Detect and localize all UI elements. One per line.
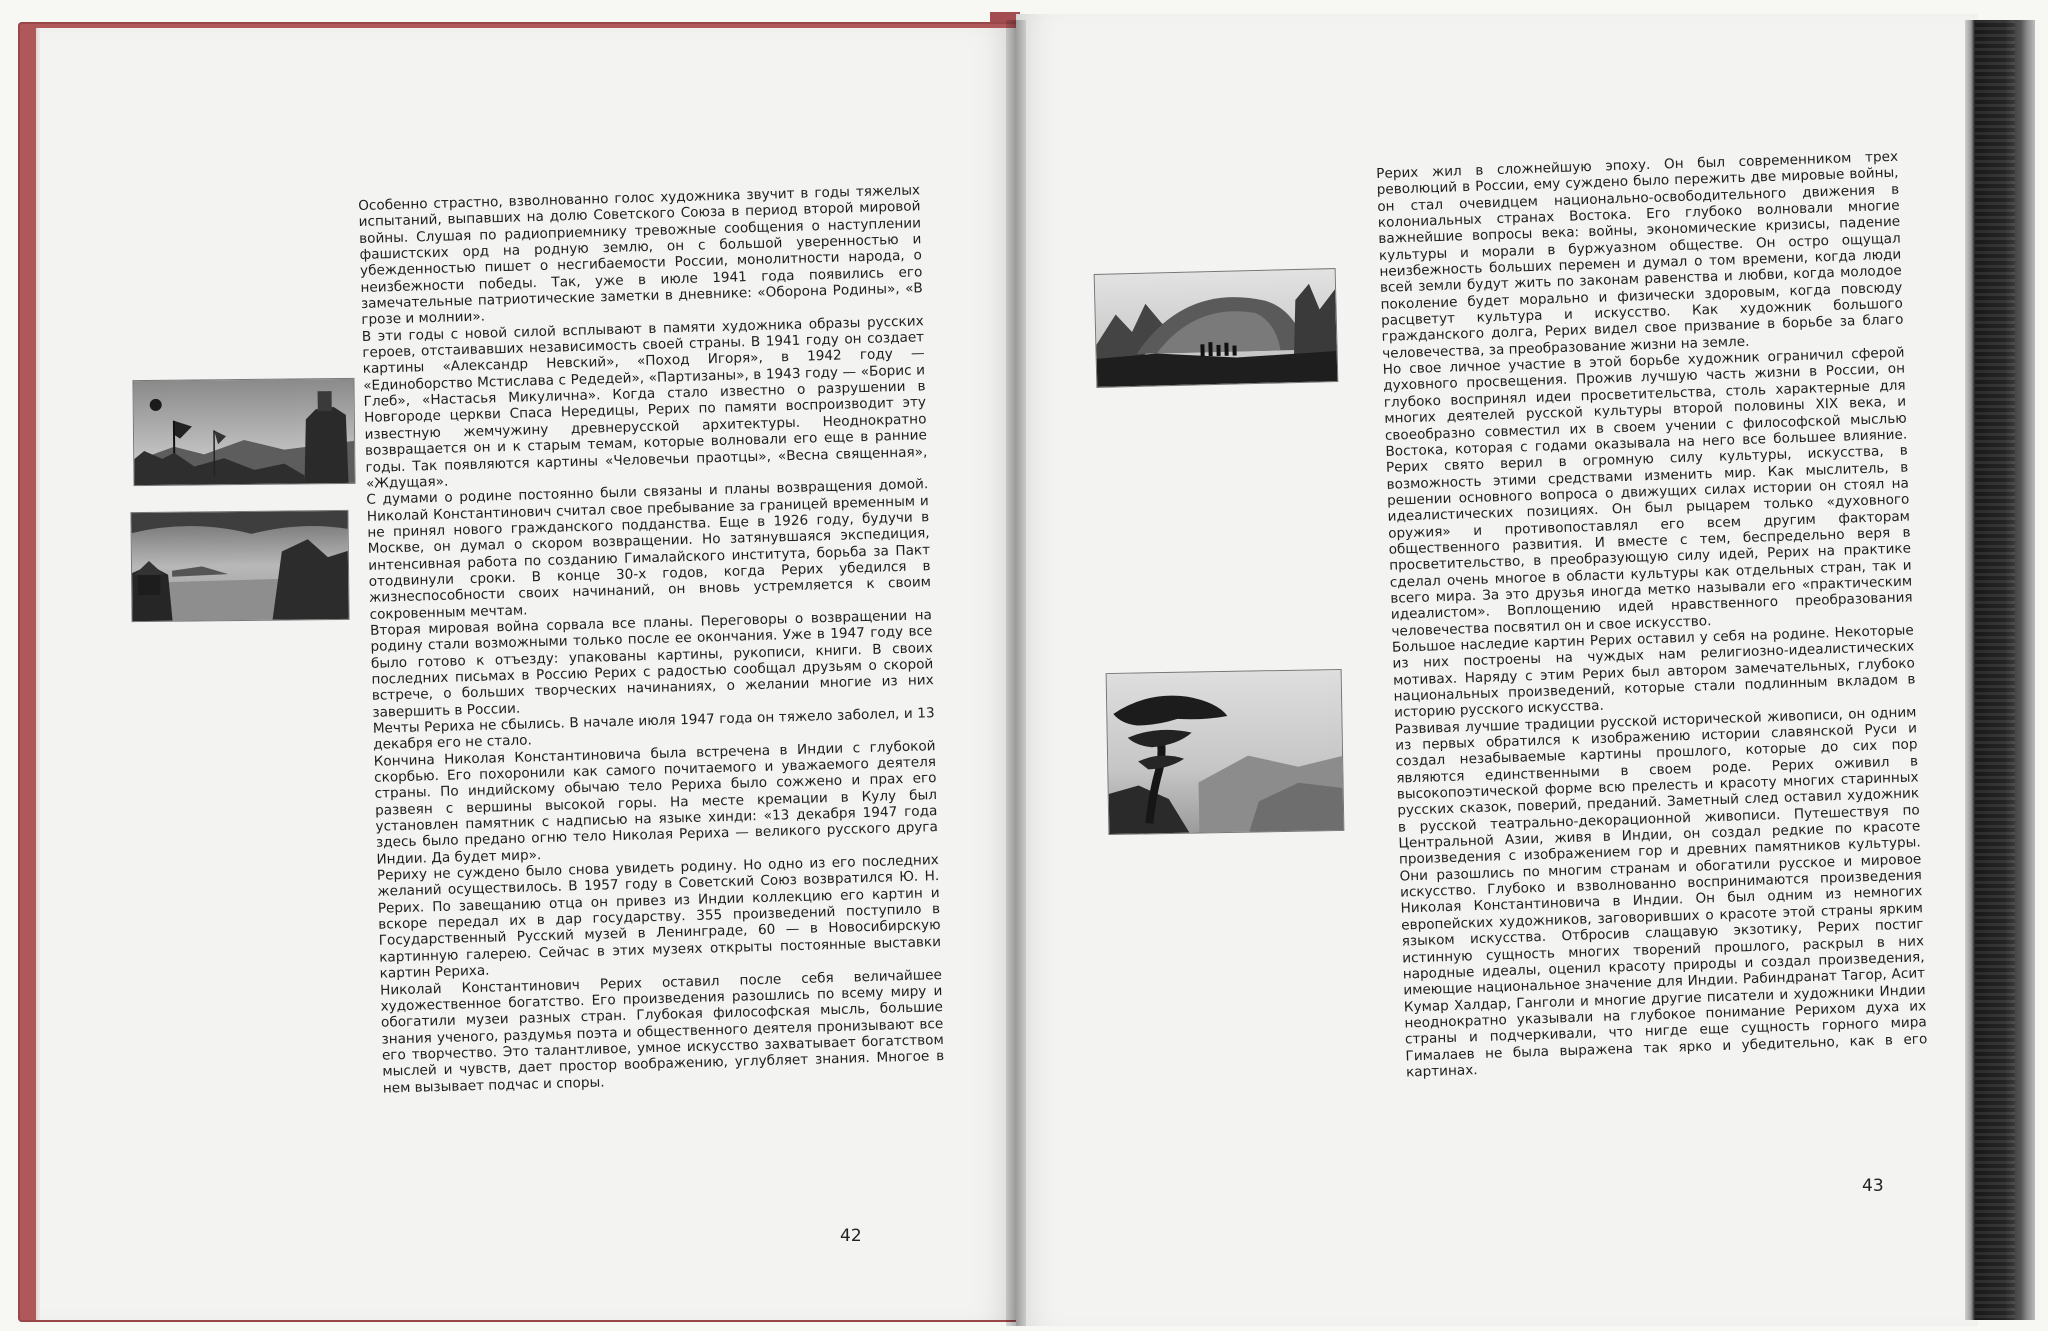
- book-gutter: [1006, 20, 1026, 1326]
- page-number-right: 43: [1862, 1176, 1884, 1196]
- left-page-body-text: Особенно страстно, взволнованно голос художника звучит в годы тяжелых испытаний, выпавших на долю Советского Союза в период второй мировой войны. Слушая по радиоприемнику тревожные сообщения о наступлении фашистских орд на родную землю, он с большой уверенностью и убежденностью пишет о несгибаемости России, монолитности народа, о неизбежности победы. Так, уже в июле 1941 года появились его замечательные патриотические заметки в дневнике: «Оборона Родины», «В грозе и молнии». В эти годы с новой силой всплывают в памяти художника образы русских героев, отстаивавших независимость своей страны. В 1941 году он создает картины «Александр Невский», «Поход Игоря», в 1942 году — «Единоборство Мстислава с Редедей», «Партизаны», в 1943 году — «Борис и Глеб», «Настасья Микулична». Когда стало известно о разрушении в Новгороде церкви Спаса Нередицы, Рерих по памяти воспроизводит эту известную жемчужину древнерусской архитектуры. Неоднократно возвращается он и к старым темам, которые волновали его еще в ранние годы. Так появляются картины «Человечьи праотцы», «Весна священная», «Ждущая». С думами о родине постоянно были связаны и планы возвращения домой. Николай Константинович считал свое пребывание за границей временным и не принял нового гражданского подданства. Еще в 1926 году, будучи в Москве, он думал о скором возвращении. Но затянувшаяся экспедиция, интенсивная работа по созданию Гималайского института, борьба за Пакт отодвинули сроки. В конце 30-х годов, когда Рерих убедился в жизнеспособности своих начинаний, он вновь устремляется к своим сокровенным мечтам. Вторая мировая война сорвала все планы. Переговоры о возвращении на родину стали возможными только после ее окончания. Уже в 1947 году все было готово к отъезду: упакованы картины, рукописи, книги. В своих последних письмах в Россию Рерих с радостью сообщал друзьям о скорой встрече, о больших творческих начинаниях, о желании многие из них завершить в России. Мечты Рериха не сбылись. В начале июля 1947 года он тяжело заболел, и 13 декабря его не стало. Кончина Николая Константиновича была встречена в Индии с глубокой скорбью. Его похоронили как самого почитаемого и уважаемого деятеля страны. По индийскому обычаю тело Рериха было сожжено и прах его развеян с вершины высокой горы. На месте кремации в Кулу был установлен памятник с надписью на языке хинди: «13 декабря 1947 года здесь было предано огню тело Николая Рериха — великого русского друга Индии. Да будет мир». Рериху не суждено было снова увидеть родину. Но одно из его последних желаний осуществилось. В 1957 году в Советский Союз возвратился Ю. Н. Рерих. По завещанию отца он привез из Индии коллекцию его картин и вскоре передал их в дар государству. 355 произведений поступило в Государственный Русский музей в Ленинграде, 60 — в Новосибирскую картинную галерею. Сейчас в этих музеях открыты постоянные выставки картин Рериха. Николай Константинович Рерих оставил после себя величайшее художественное богатство. Его произведения разошлись по всему миру и обогатили музеи разных стран. Глубокая философская мысль, большие знания ученого, раздумья поэта и общественного деятеля пронизывают все его творчество. Это талантливое, умное искусство захватывает богатством мыслей и чувств, дает простор воображению, углубляет знания. Многое в нем вызывает подчас и споры.: [358, 182, 945, 1097]
- page-edge-stack: [1965, 20, 2035, 1320]
- illustration-lone-pine-art: [1107, 670, 1344, 834]
- illustration-battle-banners: [133, 379, 354, 485]
- illustration-mountain-gathering-art: [1095, 269, 1338, 387]
- illustration-mountain-gathering: [1095, 269, 1338, 387]
- illustration-hut-by-lake-art: [131, 511, 348, 621]
- right-page-body-text: Рерих жил в сложнейшую эпоху. Он был современником трех революций в России, ему суждено было пережить две мировые войны, он стал очевидцем национально-освободительного движения в колониальных странах Востока. Его глубоко волновали многие важнейшие вопросы века: войны, экономические кризисы, падение культуры и морали в буржуазном обществе. Он остро ощущал неизбежность больших перемен и думал о том времени, когда люди всей земли будут жить по законам равенства и любви, когда молодое поколение будет морально и физически здоровым, когда повсюду расцветут культура и искусство. Как художник большого гражданского долга, Рерих видел свое призвание в борьбе за благо человечества, за преобразование жизни на земле. Но свое личное участие в этой борьбе художник ограничил сферой духовного просвещения. Прожив лучшую часть жизни в России, он глубоко воспринял идеи просветительства, столь характерные для многих деятелей русской культуры второй половины XIX века, и своеобразно совместил их в своем учении с философской мыслью Востока, которая с годами оказывала на него все большее влияние. Рерих свято верил в огромную силу культуры, искусства, в возможность этими средствами изменить мир. Как мыслитель, в решении основного вопроса о движущих силах истории он стоял на идеалистических позициях. Он был рыцарем только «духовного оружия» и противопоставлял его всем другим факторам общественного развития. И вместе с тем, беспредельно веря в просветительство, в преобразующую силу идей, Рерих на практике сделал очень многое в области культуры как отдельных стран, так и всего мира. За это друзья иногда метко называли его «практическим идеалистом». Воплощению идей нравственного преобразования человечества посвятил он и свое искусство. Большое наследие картин Рерих оставил у себя на родине. Некоторые из них построены на чуждых нам религиозно-идеалистических мотивах. Наряду с этим Рерих был автором замечательных, глубоко национальных произведений, которые стали подлинным вкладом в историю русского искусства. Развивая лучшие традиции русской исторической живописи, он одним из первых обратился к изображению истории славянской Руси и создал незабываемые картины прошлого, которые до сих пор являются единственными в своем роде. Рерих оживил в высокопоэтической форме всю прелесть и красоту многих старинных русских сказок, поверий, преданий. Заметный след оставил художник в русской театрально-декорационной живописи. Путешествуя по Центральной Азии, живя в Индии, он создал редкие по красоте произведения с изображением гор и древних памятников культуры. Они разошлись по многим странам и обогатили русское и мировое искусство. Глубоко и взволнованно воспринимаются произведения Николая Константиновича в Индии. Он был одним из немногих европейских художников, заговоривших о красоте этой страны ярким языком искусства. Отбросив слащавую экзотику, Рерих постиг истинную сущность многих творений прошлого, раскрыл в них народные идеалы, оценил красоту природы и создал произведения, имеющие национальное значение для Индии. Рабиндранат Тагор, Асит Кумар Халдар, Ганголи и многие другие писатели и художники Индии неоднократно указывали на глубокое понимание Рерихом духа их страны и подчеркивали, что нигде еще сущность горного мира Гималаев не была выражена так ярко и убедительно, как в его картинах.: [1376, 148, 1928, 1081]
- illustration-lone-pine: [1107, 670, 1344, 834]
- illustration-hut-by-lake: [131, 511, 348, 621]
- page-number-left: 42: [840, 1226, 862, 1246]
- illustration-battle-banners-art: [133, 379, 354, 485]
